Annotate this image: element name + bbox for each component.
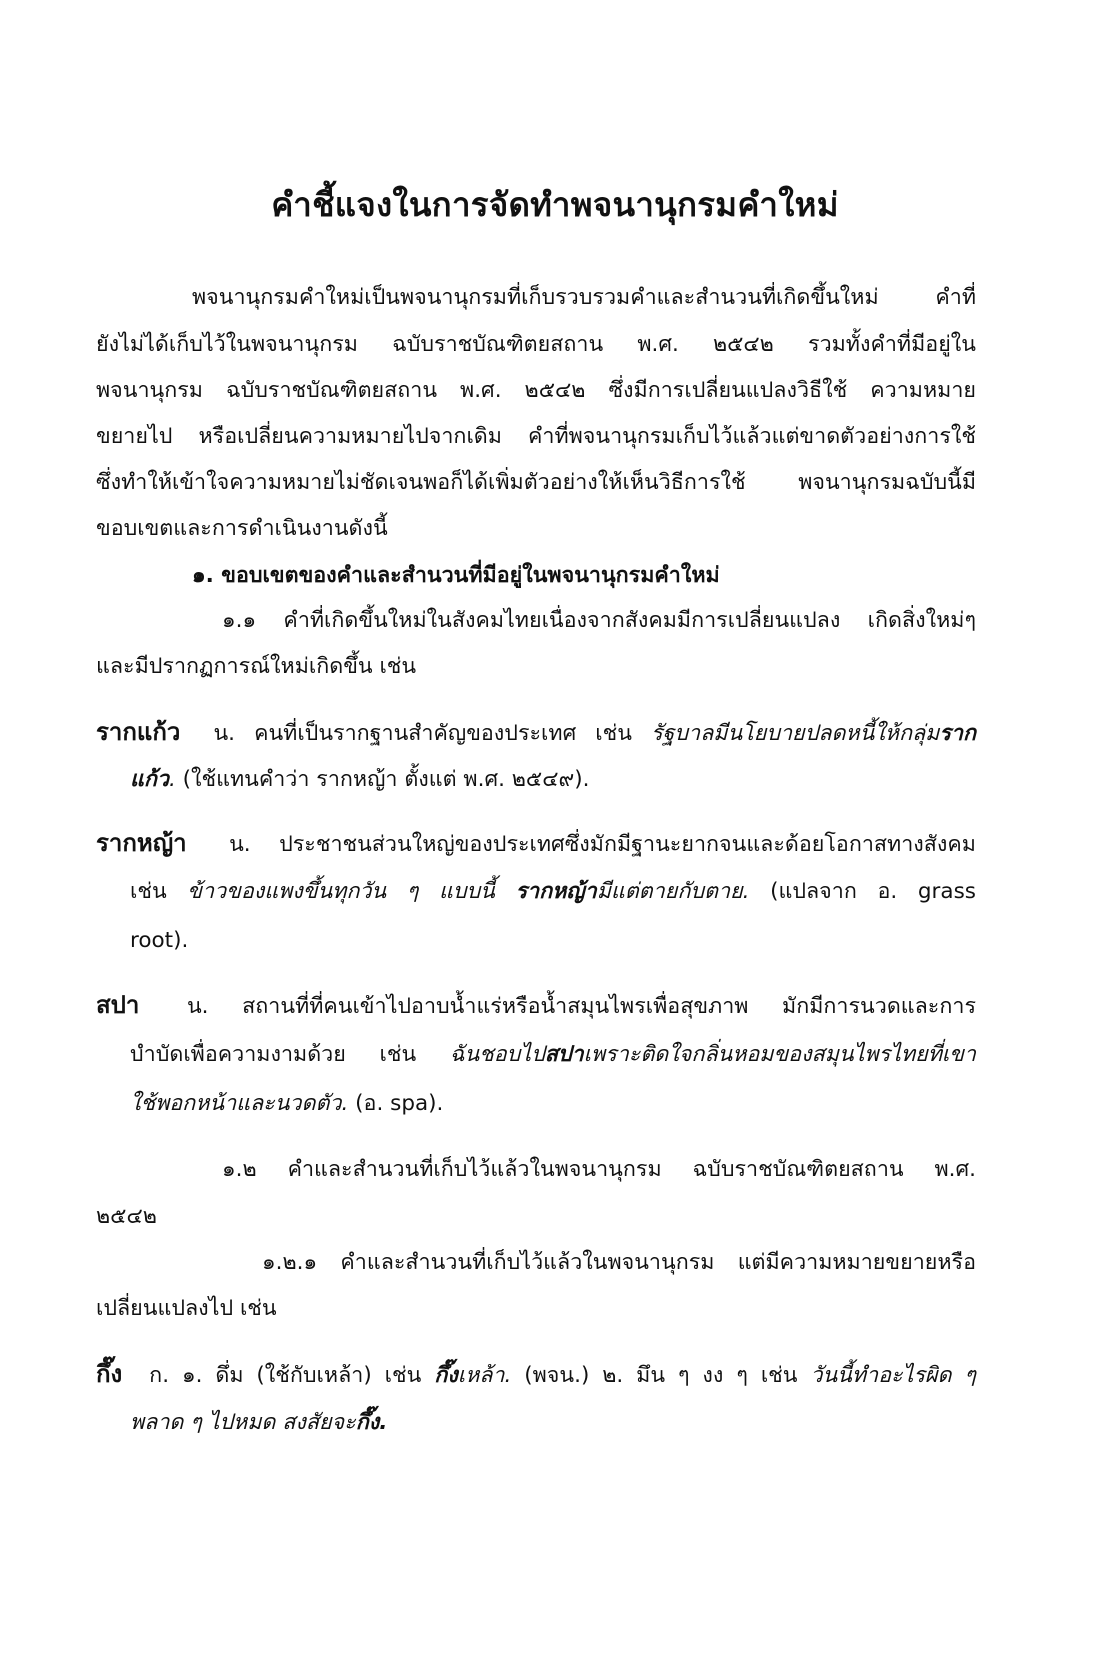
entry-example-headword: ราก [939, 721, 976, 746]
entry-example: ฉันชอบไป [449, 1042, 545, 1067]
entry-sense: ๑. ดึ่ม (ใช้กับเหล้า) เช่น [181, 1363, 422, 1388]
subsection-1-2-line: ๒๕๔๒ [96, 1204, 157, 1229]
entry-headword: สปา [96, 991, 140, 1019]
entry-example-headword: กึ๊ง [355, 1410, 380, 1435]
entry-line [96, 717, 976, 749]
subsection-1-2-1-line: ๑.๒.๑ คำและสำนวนที่เก็บไว้แล้วในพจนานุกรม แต่มีความหมายขยายหรือ [262, 1250, 976, 1275]
entry-pos: ก. [149, 1363, 170, 1388]
entry-line: root). [130, 928, 189, 953]
entry-definition: ประชาชนส่วนใหญ่ของประเทศซึ่งมักมีฐานะยากจนและด้อยโอกาสทางสังคม [279, 832, 976, 857]
entry-line [130, 1089, 443, 1119]
entry-example: มีแต่ตายกับตาย. [596, 879, 750, 904]
subsection-1-2-1-line: เปลี่ยนแปลงไป เช่น [96, 1296, 277, 1321]
entry-definition: สถานที่ที่คนเข้าไปอาบน้ำแร่หรือน้ำสมุนไพรเพื่อสุขภาพ มักมีการนวดและการ [242, 994, 976, 1019]
entry-example: รัฐบาลมีนโยบายปลดหนี้ให้กลุ่ม [651, 721, 940, 746]
section-heading: ๑. ขอบเขตของคำและสำนวนที่มีอยู่ในพจนานุกรมคำใหม่ [192, 563, 720, 588]
entry-headword: รากแก้ว [96, 718, 181, 746]
intro-line: ขยายไป หรือเปลี่ยนความหมายไปจากเดิม คำที่พจนานุกรมเก็บไว้แล้วแต่ขาดตัวอย่างการใช้ [96, 424, 976, 449]
intro-line: ยังไม่ได้เก็บไว้ในพจนานุกรม ฉบับราชบัณฑิตยสถาน พ.ศ. ๒๕๔๒ รวมทั้งคำที่มีอยู่ใน [96, 332, 976, 357]
entry-definition: คนที่เป็นรากฐานสำคัญของประเทศ เช่น [254, 721, 632, 746]
entry-pos: น. [186, 994, 209, 1019]
entry-example: เหล้า. [457, 1363, 512, 1388]
entry-example-headword: สปา [544, 1042, 584, 1067]
entry-definition: บำบัดเพื่อความงามด้วย เช่น [130, 1042, 417, 1067]
entry-example: พลาด ๆ ไปหมด สงสัยจะ [130, 1410, 356, 1435]
entry-note: (ใช้แทนคำว่า รากหญ้า ตั้งแต่ พ.ศ. ๒๕๔๙). [182, 767, 590, 792]
entry-pos: น. [229, 832, 251, 857]
entry-example: เพราะติดใจกลิ่นหอมของสมุนไพรไทยที่เขา [583, 1042, 976, 1067]
entry-line [130, 765, 589, 795]
entry-line [130, 877, 976, 907]
entry-example-headword: กึ๊ง [434, 1363, 458, 1388]
entry-line [96, 1359, 976, 1391]
entry-example-end: . [379, 1410, 388, 1435]
entry-source: (พจน.) [524, 1363, 590, 1388]
entry-line [96, 990, 976, 1022]
intro-line: ซึ่งทำให้เข้าใจความหมายไม่ชัดเจนพอก็ได้เพิ่มตัวอย่างให้เห็นวิธีการใช้ พจนานุกรมฉบับนี้มี [96, 470, 976, 495]
entry-note: (อ. spa). [355, 1091, 444, 1116]
entry-sense: ๒. มึน ๆ งง ๆ เช่น [602, 1363, 798, 1388]
subsection-1-2-line: ๑.๒ คำและสำนวนที่เก็บไว้แล้วในพจนานุกรม ฉบับราชบัณฑิตยสถาน พ.ศ. [222, 1157, 976, 1182]
subsection-1-1-line: และมีปรากฏการณ์ใหม่เกิดขึ้น เช่น [96, 654, 417, 679]
entry-note: (แปลจาก อ. grass [770, 879, 976, 904]
entry-headword: กึ๊ง [96, 1360, 123, 1388]
entry-example: ข้าวของแพงขึ้นทุกวัน ๆ แบบนี้ [187, 879, 495, 904]
intro-line: พจนานุกรมคำใหม่เป็นพจนานุกรมที่เก็บรวบรวมคำและสำนวนที่เกิดขึ้นใหม่ คำที่ [192, 285, 976, 310]
entry-example-end: . [168, 767, 176, 792]
entry-example: ใช้พอกหน้าและนวดตัว. [130, 1091, 349, 1116]
intro-line: พจนานุกรม ฉบับราชบัณฑิตยสถาน พ.ศ. ๒๕๔๒ ซึ่งมีการเปลี่ยนแปลงวิธีใช้ ความหมาย [96, 378, 976, 403]
entry-line [130, 1040, 976, 1070]
entry-example: วันนี้ทำอะไรผิด ๆ [810, 1363, 976, 1388]
subsection-1-1-line: ๑.๑ คำที่เกิดขึ้นใหม่ในสังคมไทยเนื่องจากสังคมมีการเปลี่ยนแปลง เกิดสิ่งใหม่ๆ [222, 608, 976, 633]
entry-example-prefix: เช่น [130, 879, 167, 904]
entry-line [130, 1408, 387, 1438]
entry-line [96, 828, 976, 860]
entry-pos: น. [213, 721, 235, 746]
entry-example-headword: รากหญ้า [515, 879, 597, 904]
page-title: คำชี้แจงในการจัดทำพจนานุกรมคำใหม่ [271, 185, 839, 224]
intro-line: ขอบเขตและการดำเนินงานดังนี้ [96, 516, 388, 541]
entry-example-headword: แก้ว [130, 767, 169, 792]
entry-headword: รากหญ้า [96, 829, 187, 857]
